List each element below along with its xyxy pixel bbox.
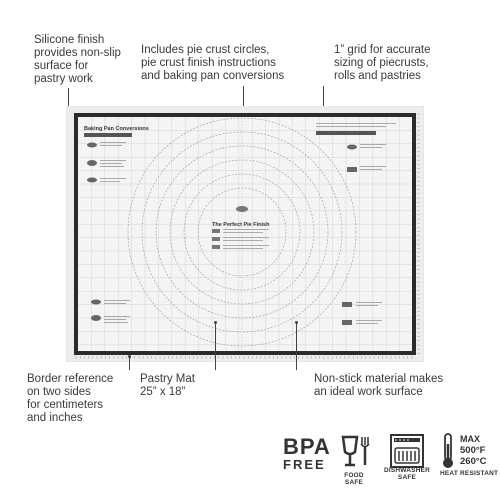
text-line: [316, 123, 396, 124]
text-line: [100, 145, 122, 146]
text-line: [360, 144, 386, 145]
callout-silicone-finish: [34, 34, 121, 86]
thermometer-icon: [440, 432, 456, 470]
text-line: [100, 163, 122, 164]
text-line: [223, 237, 269, 238]
callout-line: on two sides: [27, 386, 91, 398]
text-line: [100, 181, 120, 182]
callout-line: surface for: [34, 60, 89, 72]
text-line: [104, 316, 130, 317]
text-line: [104, 319, 126, 320]
text-line: [223, 248, 263, 249]
text-line: [104, 322, 128, 323]
dishwasher-safe-badge: [381, 434, 433, 481]
text-line: [356, 320, 382, 321]
food-safe-label: FOOD SAFE: [344, 472, 364, 486]
heat-celsius: 260°C: [460, 456, 487, 467]
text-line: [360, 147, 382, 148]
callout-line: an ideal work surface: [314, 386, 423, 398]
text-line: [356, 305, 378, 306]
brand-logo: Tovolo: [232, 346, 245, 350]
pan-icon: [342, 320, 352, 325]
callout-line: Border reference: [27, 373, 114, 385]
pie-finish-title: The Perfect Pie Finish: [212, 222, 270, 228]
leader-border: [129, 356, 130, 370]
text-line: [223, 229, 269, 230]
pan-icon: [342, 302, 352, 307]
food-safe-badge: [337, 434, 371, 486]
dishwasher-icon: [381, 434, 433, 468]
text-line: [360, 166, 386, 167]
callout-includes: [141, 44, 284, 83]
step-photo: [212, 229, 220, 233]
callout-line: and baking pan conversions: [141, 70, 285, 82]
callout-line: Pastry Mat: [140, 373, 195, 385]
mat-surface: [78, 117, 412, 351]
pan-icon: [87, 160, 97, 166]
step-photo: [212, 237, 220, 241]
callout-nonstick: [314, 373, 443, 399]
callout-border-reference: [27, 373, 113, 425]
callout-line: provides non-slip: [34, 47, 121, 59]
callout-line: 25” x 18”: [140, 386, 186, 398]
leader-mat-size: [215, 322, 216, 370]
bpa-title: BPA: [283, 434, 331, 459]
callout-line: Silicone finish: [34, 34, 105, 46]
text-line: [100, 142, 126, 143]
table-header-bar: [84, 133, 132, 137]
glass-fork-icon: [337, 434, 371, 468]
callout-line: pastry work: [34, 73, 93, 85]
callout-mat-size: [140, 373, 195, 399]
leader-dot: [214, 321, 217, 324]
baking-pan-title: Baking Pan Conversions: [84, 126, 149, 132]
leader-dot: [128, 355, 131, 358]
pan-icon: [347, 145, 357, 150]
pan-icon: [91, 315, 101, 321]
callout-line: pie crust finish instructions: [141, 57, 276, 69]
pie-photo-icon: [236, 206, 248, 212]
bpa-sub: FREE: [283, 457, 326, 472]
pan-icon: [87, 178, 97, 183]
callout-line: Includes pie crust circles,: [141, 44, 270, 56]
table-header-bar: [316, 131, 376, 135]
step-photo: [212, 245, 220, 249]
leader-nonstick: [296, 322, 297, 370]
text-line: [104, 300, 130, 301]
heat-resistant-label: HEAT RESISTANT: [440, 470, 499, 477]
callout-line: rolls and pastries: [334, 70, 421, 82]
text-line: [100, 178, 126, 179]
heat-max-label: MAX: [460, 434, 480, 444]
text-line: [223, 240, 263, 241]
text-line: [360, 169, 382, 170]
text-line: [316, 126, 386, 127]
dishwasher-safe-label: DISHWASHER SAFE: [383, 467, 431, 481]
leader-dot: [295, 321, 298, 324]
text-line: [356, 302, 382, 303]
text-line: [223, 245, 269, 246]
pastry-mat: [66, 106, 424, 362]
text-line: [104, 303, 126, 304]
pan-icon: [91, 300, 101, 305]
text-line: [223, 232, 263, 233]
callout-line: 1” grid for accurate: [334, 44, 431, 56]
callout-line: sizing of piecrusts,: [334, 57, 429, 69]
heat-fahrenheit: 500°F: [460, 445, 486, 456]
pan-icon: [347, 167, 357, 172]
callout-line: for centimeters: [27, 399, 104, 411]
callout-grid: [334, 44, 431, 83]
text-line: [356, 323, 378, 324]
text-line: [100, 166, 124, 167]
callout-line: Non-stick material makes: [314, 373, 444, 385]
text-line: [100, 160, 126, 161]
callout-line: and inches: [27, 412, 83, 424]
bpa-free-badge: [283, 436, 331, 472]
pan-icon: [87, 143, 97, 148]
